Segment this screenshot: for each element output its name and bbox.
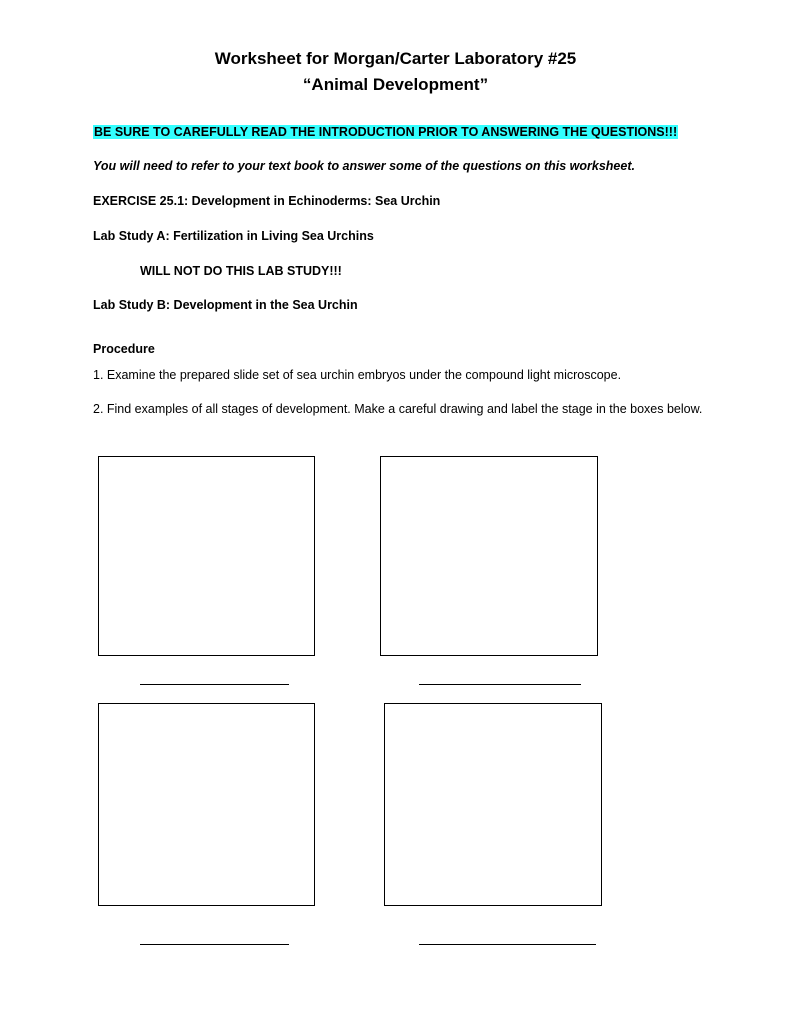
read-intro-notice: [93, 124, 678, 141]
textbook-note: You will need to refer to your text book to answer some of the questions on this worksheet.: [93, 159, 635, 173]
worksheet-title: Worksheet for Morgan/Carter Laboratory #25: [214, 49, 577, 68]
highlighted-notice-text: BE SURE TO CAREFULLY READ THE INTRODUCTION PRIOR TO ANSWERING THE QUESTIONS!!!: [94, 125, 678, 139]
drawing-box-3[interactable]: [98, 703, 315, 906]
lab-study-b-heading: Lab Study B: Development in the Sea Urchin: [93, 298, 358, 312]
procedure-heading: Procedure: [93, 342, 155, 356]
lab-study-a-heading: Lab Study A: Fertilization in Living Sea Urchins: [93, 229, 374, 243]
drawing-box-4[interactable]: [384, 703, 602, 906]
exercise-heading: EXERCISE 25.1: Development in Echinoderms: Sea Urchin: [93, 194, 441, 208]
drawing-box-2[interactable]: [380, 456, 598, 656]
stage-label-line-3[interactable]: [140, 944, 289, 945]
stage-label-line-4[interactable]: [419, 944, 596, 945]
drawing-box-1[interactable]: [98, 456, 315, 656]
procedure-step-2: 2. Find examples of all stages of development. Make a careful drawing and label the stage in the boxes below.: [93, 402, 703, 416]
worksheet-subtitle: “Animal Development”: [302, 75, 489, 94]
procedure-step-1: 1. Examine the prepared slide set of sea urchin embryos under the compound light microscope.: [93, 368, 622, 382]
stage-label-line-1[interactable]: [140, 684, 289, 685]
stage-label-line-2[interactable]: [419, 684, 581, 685]
lab-study-a-note: WILL NOT DO THIS LAB STUDY!!!: [140, 264, 342, 278]
